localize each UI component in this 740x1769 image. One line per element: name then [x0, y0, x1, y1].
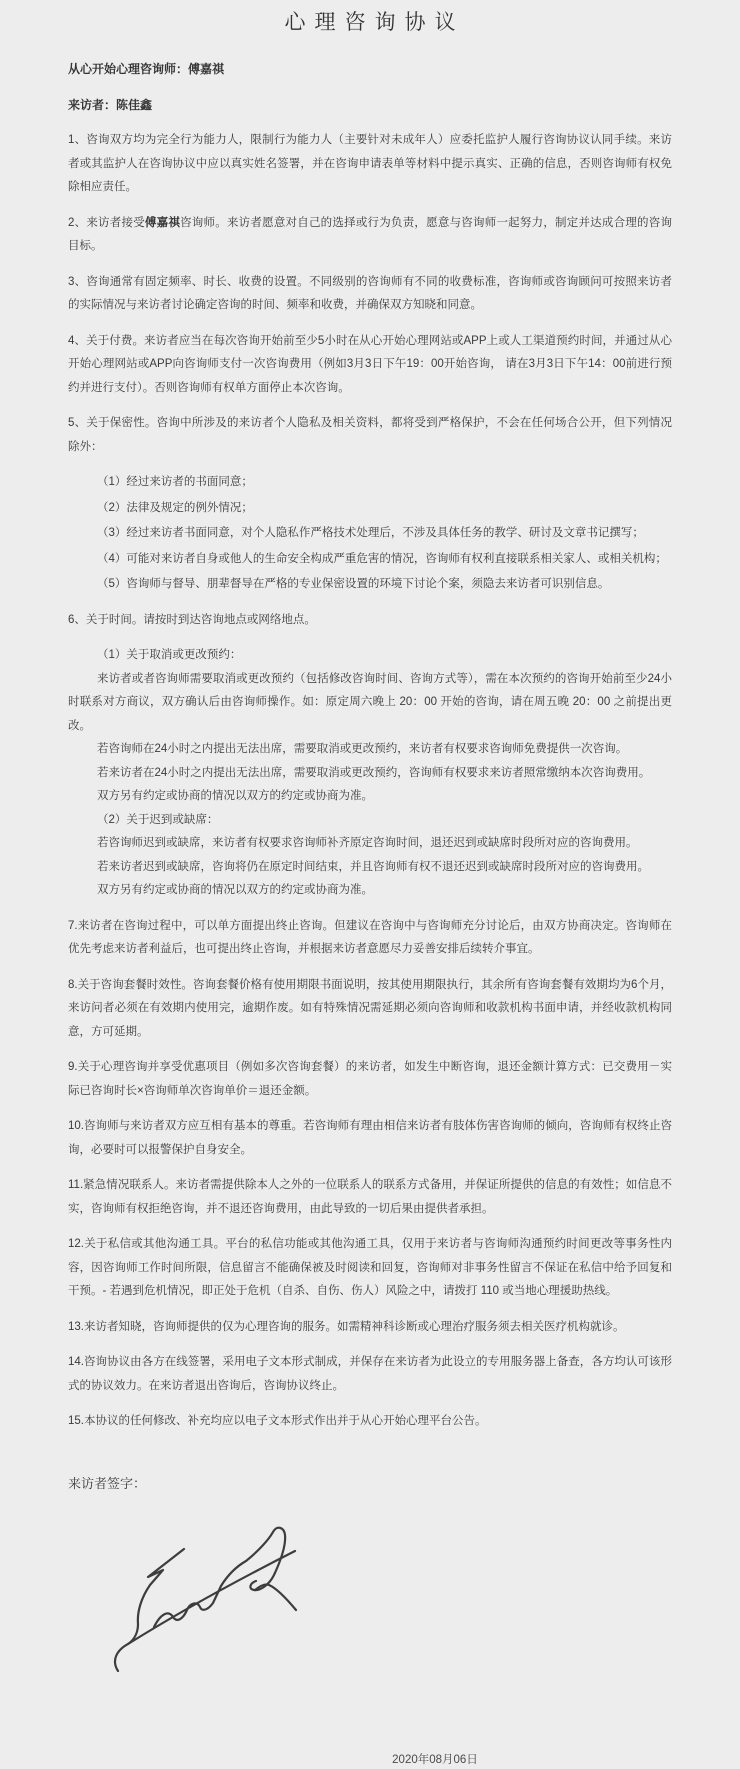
clause-paragraph: 7.来访者在咨询过程中，可以单方面提出终止咨询。但建议在咨询中与咨询师充分讨论后，由双方协商决定。咨询师在优先考虑来访者利益后，也可提出终止咨询，并根据来访者意愿尽力妥善安排后续转介事宜。 — [68, 919, 672, 955]
clause-paragraph: 13.来访者知晓，咨询师提供的仅为心理咨询的服务。如需精神科诊断或心理治疗服务须去相关医疗机构就诊。 — [68, 1320, 625, 1333]
client-signature-drawing — [98, 1513, 398, 1693]
clause-paragraph: （5）咨询师与督导、朋辈督导在严格的专业保密设置的环境下讨论个案，须隐去来访者可识别信息。 — [97, 578, 610, 590]
clause-text: 咨询师。来访者愿意对自己的选择或行为负责，愿意与咨询师一起努力，制定并达成合理的咨询目标。 — [68, 216, 672, 252]
counselor-name-inline: 傅嘉祺 — [144, 216, 181, 229]
counselor-line: 从心开始心理咨询师：傅嘉祺 — [68, 62, 225, 76]
clause-paragraph: 6、关于时间。请按时到达咨询地点或网络地点。 — [68, 613, 316, 626]
clause-paragraph: 双方另有约定或协商的情况以双方的约定或协商为准。 — [97, 790, 373, 802]
clause-paragraph: 5、关于保密性。咨询中所涉及的来访者个人隐私及相关资料，都将受到严格保护，不会在任何场合公开，但下列情况除外： — [68, 417, 672, 453]
clause-paragraph: （1）关于取消或更改预约： — [97, 649, 242, 661]
clause-paragraph: （2）法律及规定的例外情况； — [97, 501, 253, 514]
clause-paragraph: 来访者或者咨询师需要取消或更改预约（包括修改咨询时间、咨询方式等），需在本次预约的咨询开始前至少24小时联系对方商议，双方确认后由咨询师操作。如：原定周六晚上 20：00 开始的咨询，请在周五晚 20：00 之前提出更改。 — [68, 672, 672, 732]
clause-paragraph — [68, 212, 672, 259]
clause-text: 2、来访者接受 — [68, 216, 145, 229]
clause-paragraph: 4、关于付费。来访者应当在每次咨询开始前至少5小时在从心开始心理网站或APP上或人工渠道预约时间，并通过从心开始心理网站或APP向咨询师支付一次咨询费用（例如3月3日下午19：00开始咨询， 请在3月3日下午14：00前进行预约并进行支付）。否则咨询师有权单方面停止本次咨询。 — [68, 334, 672, 394]
clause-paragraph: 11.紧急情况联系人。来访者需提供除本人之外的一位联系人的联系方式备用，并保证所提供的信息的有效性；如信息不实，咨询师有权拒绝咨询，并不退还咨询费用，由此导致的一切后果由提供者承担。 — [68, 1179, 672, 1215]
clauses — [68, 129, 672, 1434]
clause-paragraph: 10.咨询师与来访者双方应互相有基本的尊重。若咨询师有理由相信来访者有肢体伤害咨询师的倾向，咨询师有权终止咨询，必要时可以报警保护自身安全。 — [68, 1120, 672, 1156]
clause-paragraph: 若咨询师在24小时之内提出无法出席，需要取消或更改预约，来访者有权要求咨询师免费提供一次咨询。 — [97, 743, 628, 755]
clause-paragraph: 3、咨询通常有固定频率、时长、收费的设置。不同级别的咨询师有不同的收费标准，咨询师或咨询顾问可按照来访者的实际情况与来访者讨论确定咨询的时间、频率和收费，并确保双方知晓和同意。 — [68, 275, 672, 311]
clause-paragraph: 1、咨询双方均为完全行为能力人，限制行为能力人（主要针对未成年人）应委托监护人履行咨询协议认同手续。来访者或其监护人在咨询协议中应以真实姓名签署，并在咨询申请表单等材料中提示真实、正确的信息，否则咨询师有权免除相应责任。 — [68, 134, 672, 193]
clause-paragraph: （4）可能对来访者自身或他人的生命安全构成严重危害的情况，咨询师有权利直接联系相关家人、或相关机构； — [97, 552, 667, 565]
clause-paragraph: （3）经过来访者书面同意，对个人隐私作严格技术处理后，不涉及具体任务的教学、研讨及文章书记撰写； — [97, 527, 644, 539]
document-date: 2020年08月06日 — [392, 1754, 478, 1766]
client-line: 来访者：陈佳鑫 — [68, 97, 153, 112]
clause-paragraph: 14.咨询协议由各方在线签署，采用电子文本形式制成，并保存在来访者为此设立的专用服务器上备查，各方均认可该形式的协议效力。在来访者退出咨询后，咨询协议终止。 — [68, 1356, 672, 1392]
clause-paragraph: 9.关于心理咨询并享受优惠项目（例如多次咨询套餐）的来访者，如发生中断咨询，退还金额计算方式：已交费用－实际已咨询时长×咨询师单次咨询单价＝退还金额。 — [68, 1061, 672, 1097]
clause-paragraph: 若咨询师迟到或缺席，来访者有权要求咨询师补齐原定咨询时间，退还迟到或缺席时段所对应的咨询费用。 — [97, 837, 638, 849]
page-title: 心理咨询协议 — [284, 11, 465, 34]
clause-paragraph: （1）经过来访者的书面同意； — [97, 476, 253, 488]
clause-paragraph: 15.本协议的任何修改、补充均应以电子文本形式作出并于从心开始心理平台公告。 — [68, 1415, 487, 1427]
clause-paragraph: 若来访者在24小时之内提出无法出席，需要取消或更改预约，咨询师有权要求来访者照常缴纳本次咨询费用。 — [97, 766, 651, 779]
signature-label: 来访者签字： — [68, 1475, 147, 1491]
clause-paragraph: 若来访者迟到或缺席，咨询将仍在原定时间结束，并且咨询师有权不退还迟到或缺席时段所对应的咨询费用。 — [97, 860, 649, 873]
clause-paragraph: 双方另有约定或协商的情况以双方的约定或协商为准。 — [97, 884, 373, 896]
signature-strokes — [98, 1513, 398, 1693]
clause-paragraph: （2）关于迟到或缺席： — [97, 813, 219, 826]
clause-paragraph: 12.关于私信或其他沟通工具。平台的私信功能或其他沟通工具，仅用于来访者与咨询师沟通预约时间更改等事务性内容，因咨询师工作时间所限，信息留言不能确保被及时阅读和回复，咨询师对非事务性留言不保证在私信中给予回复和干预。- 若遇到危机情况，即正处于危机（自杀、自伤、伤人）风险之中，请拨打 110 或当地心理援助热线。 — [68, 1238, 672, 1297]
clause-paragraph: 8.关于咨询套餐时效性。咨询套餐价格有使用期限书面说明，按其使用期限执行，其余所有咨询套餐有效期均为6个月，来访问者必须在有效期内使用完，逾期作废。如有特殊情况需延期必须向咨询师和收款机构书面申请，并经收款机构同意，方可延期。 — [68, 978, 672, 1038]
